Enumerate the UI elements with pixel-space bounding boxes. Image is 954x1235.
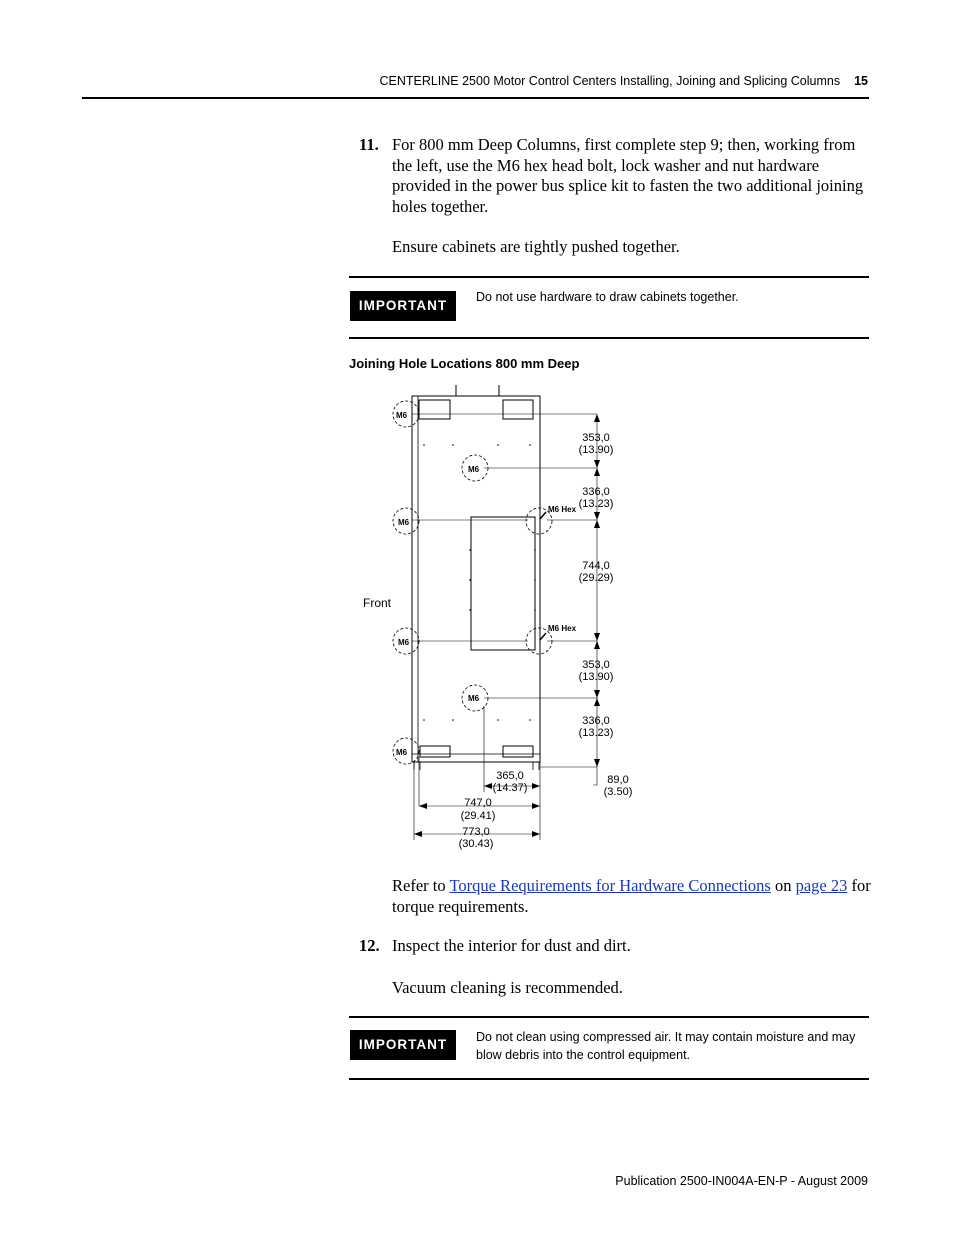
dim-mm: 336,0 [582,486,610,498]
refer-middle: on [770,876,796,895]
dim-in: (13.23) [578,498,614,510]
step-12 [359,936,871,998]
m6-label: M6 [396,411,408,420]
publication-footer: Publication 2500-IN004A-EN-P - August 2009 [615,1174,868,1188]
running-header [0,74,868,88]
step-number: 11. [359,135,379,154]
torque-requirements-link[interactable]: Torque Requirements for Hardware Connections [449,876,771,895]
refer-suffix: for torque requirements. [392,876,871,916]
inner-panel [471,517,535,650]
m6-label: M6 [398,638,410,647]
dim-mm: 336,0 [582,715,610,727]
top-slot-right [503,400,533,419]
joining-hole-circle [393,628,419,654]
joining-hole-circle [526,628,552,654]
important-notice [349,276,869,339]
m6-label: M6 [468,465,480,474]
header-title: CENTERLINE 2500 Motor Control Centers Installing, Joining and Splicing Columns [379,74,841,88]
step-note: Vacuum cleaning is recommended. [392,977,623,997]
m6-label: M6 [396,748,408,757]
important-label: IMPORTANT [350,291,456,321]
header-rule [82,97,869,99]
dim-in: (29.29) [578,572,614,584]
joining-hole-circle [393,508,419,534]
joining-hole-circle [393,401,419,427]
dim-in: (13.23) [578,727,614,739]
m6-hex-label: M6 Hex [548,624,577,633]
top-bracket-right [486,385,499,396]
dim-mm: 773,0 [462,826,490,838]
step-note: Ensure cabinets are tightly pushed together. [392,237,680,256]
bottom-slot-right [503,746,533,757]
dim-mm: 744,0 [582,560,610,572]
dim-mm: 353,0 [582,659,610,671]
m6-label: M6 [398,518,410,527]
important-text: Do not clean using compressed air. It may contain moisture and may blow debris into the control equipment. [476,1030,856,1062]
top-slot-left [419,400,450,419]
joining-hole-circle [393,738,419,764]
dim-mm: 353,0 [582,432,610,444]
joining-hole-circle [526,508,552,534]
dim-mm: 747,0 [464,797,492,809]
page-23-link[interactable]: page 23 [795,876,848,895]
dim-mm: 89,0 [607,774,629,786]
joining-hole-circle [462,455,488,481]
step-number: 12. [359,936,380,955]
dim-mm: 365,0 [496,770,524,782]
bottom-slot-left [420,746,450,757]
important-notice [349,1016,869,1080]
dim-in: (14.37) [492,782,528,794]
front-label: Front [363,596,392,610]
step-text: Inspect the interior for dust and dirt. [392,936,631,955]
step-text: For 800 mm Deep Columns, first complete step 9; then, working from the left, use the M6 hex head bolt, lock washer and nut hardware provided in the power bus splice kit to fasten the two additional joining holes together. [392,135,864,216]
dim-in: (30.43) [458,838,494,850]
dim-in: (29.41) [460,810,496,822]
refer-prefix: Refer to [392,876,450,895]
dim-in: (13.90) [578,671,614,683]
dim-in: (3.50) [603,786,633,798]
refer-paragraph [359,876,871,917]
m6-hex-label: M6 Hex [548,505,577,514]
dim-in: (13.90) [578,444,614,456]
figure-title: Joining Hole Locations 800 mm Deep [349,356,580,371]
m6-label: M6 [468,694,480,703]
cabinet-outline [412,396,540,762]
top-bracket-left [456,385,471,396]
page-number: 15 [854,74,868,88]
joining-hole-circle [462,685,488,711]
step-11 [359,135,871,258]
important-label: IMPORTANT [350,1030,456,1060]
important-text: Do not use hardware to draw cabinets together. [476,290,739,304]
